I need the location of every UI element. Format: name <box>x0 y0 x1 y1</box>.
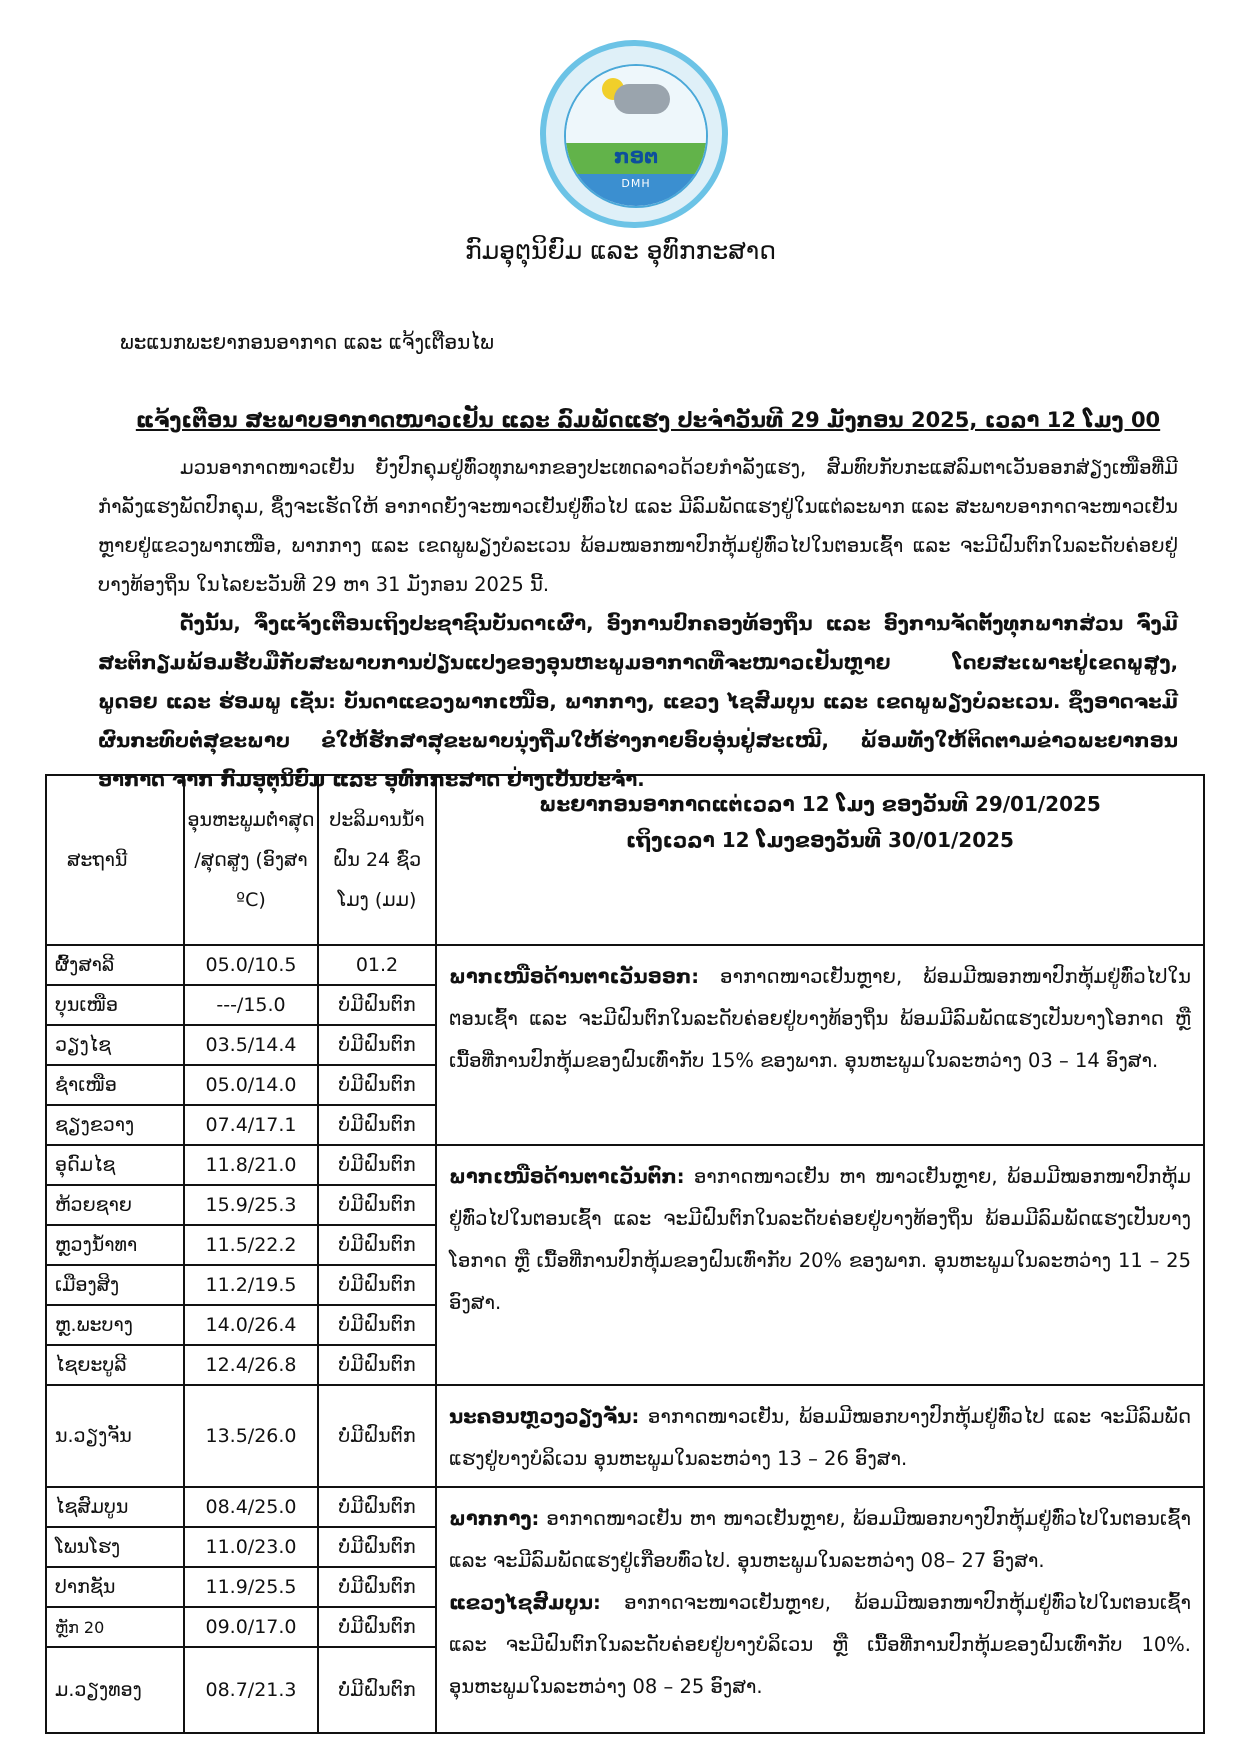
header-station: ສະຖານີ <box>46 775 184 945</box>
table-row <box>46 945 1204 985</box>
rainfall-value: ບໍ່ມີຝົນຕົກ <box>318 1607 436 1647</box>
rainfall-value: ບໍ່ມີຝົນຕົກ <box>318 1105 436 1145</box>
temperature-value: 09.0/17.0 <box>184 1607 318 1647</box>
temperature-value: 13.5/26.0 <box>184 1385 318 1487</box>
station-name: ເມືອງສິງ <box>46 1265 184 1305</box>
temperature-value: 11.5/22.2 <box>184 1225 318 1265</box>
temperature-value: 03.5/14.4 <box>184 1025 318 1065</box>
station-name: ມ.ວຽງທອງ <box>46 1647 184 1733</box>
region-forecast-text: ອາກາດຈະໜາວເຢັນຫຼາຍ, ພ້ອມມີໝອກໜາປົກຫຸ້ມຢູ່ທົ່ວໄປໃນຕອນເຊົ້າ ແລະ ຈະມີຝົນຕົກໃນລະດັບຄ່ອຍຢູ່ບາງບໍລິເວນ ຫຼື ເນື້ອທີ່ການປົກຫຸ້ມຂອງຝົນເທົ່າກັບ 10%. ອຸນຫະພູມໃນລະຫວ່າງ 08 – 25 ອົງສາ. <box>449 1591 1191 1698</box>
dmh-logo-icon <box>540 40 728 228</box>
station-name: ຊຽງຂວາງ <box>46 1105 184 1145</box>
header-forecast-line2: ເຖິງເວລາ 12 ໂມງຂອງວັນທີ 30/01/2025 <box>626 828 1014 852</box>
rainfall-value: ບໍ່ມີຝົນຕົກ <box>318 1345 436 1385</box>
division-name: ພະແນກພະຍາກອນອາກາດ ແລະ ແຈ້ງເຕືອນໄພ <box>120 330 494 354</box>
station-name: ຫຼວງນ້ຳທາ <box>46 1225 184 1265</box>
forecast-north-west <box>436 1145 1204 1385</box>
station-name: ໂພນໂຮງ <box>46 1527 184 1567</box>
central-block <box>449 1498 1191 1582</box>
document-title: ແຈ້ງເຕືອນ ສະພາບອາກາດໜາວເຢັນ ແລະ ລົມພັດແຮງ ປະຈຳວັນທີ 29 ມັງກອນ 2025, ເວລາ 12 ໂມງ 00 <box>135 408 1161 432</box>
header-forecast <box>436 775 1204 945</box>
region-title: ແຂວງໄຊສົມບູນ: <box>449 1591 601 1614</box>
station-name: ບຸນເໜືອ <box>46 985 184 1025</box>
station-name: ຫຼັກ 20 <box>46 1607 184 1647</box>
rainfall-value: ບໍ່ມີຝົນຕົກ <box>318 1527 436 1567</box>
station-name: ຜົ້ງສາລີ <box>46 945 184 985</box>
station-name: ປາກຊັນ <box>46 1567 184 1607</box>
rainfall-value: ບໍ່ມີຝົນຕົກ <box>318 1145 436 1185</box>
rainfall-value: ບໍ່ມີຝົນຕົກ <box>318 1025 436 1065</box>
logo-mark: ກອຕ <box>613 144 659 169</box>
region-forecast-text: ອາກາດໜາວເຢັນ, ພ້ອມມີໝອກບາງປົກຫຸ້ມຢູ່ທົ່ວໄປ ແລະ ຈະມີລົມພັດແຮງຢູ່ບາງບໍລິເວນ ອຸນຫະພູມໃນລະຫວ່າງ 13 – 26 ອົງສາ. <box>449 1405 1191 1470</box>
header-rainfall: ປະລິມານນ້ຳຝົນ 24 ຊົ່ວ ໂມງ (ມມ) <box>318 775 436 945</box>
temperature-value: 05.0/14.0 <box>184 1065 318 1105</box>
table-row <box>46 1385 1204 1487</box>
forecast-table <box>45 774 1205 1734</box>
temperature-value: 07.4/17.1 <box>184 1105 318 1145</box>
paragraph-advisory: ດັ່ງນັ້ນ, ຈຶ່ງແຈ້ງເຕືອນເຖິງປະຊາຊົນບັນດາເຜົ່າ, ອົງການປົກຄອງທ້ອງຖິ່ນ ແລະ ອົງການຈັດຕັ້ງທຸກພາກສ່ວນ ຈົ່ງມີສະຕິກຽມພ້ອມຮັບມືກັບສະພາບການປ່ຽນແປງຂອງອຸນຫະພູມອາກາດທີ່ຈະໜາວເຢັນຫຼາຍ ໂດຍສະເພາະຢູ່ເຂດພູສູງ, ພູດອຍ ແລະ ຮ່ອມພູ ເຊັ່ນ: ບັນດາແຂວງພາກເໜືອ, ພາກກາງ, ແຂວງ ໄຊສົມບູນ ແລະ ເຂດພູພຽງບໍລະເວນ. ຊຶ່ງອາດຈະມີຜົນກະທົບຕໍ່ສຸຂະພາບ ຂໍໃຫ້ຮັກສາສຸຂະພາບນຸ່ງຖື່ມໃຫ້ຮ່າງກາຍອົບອຸ່ນຢູ່ສະເໝີ, ພ້ອມທັງໃຫ້ຕິດຕາມຂ່າວພະຍາກອນອາກາດ ຈາກ ກົມອຸຕຸນິຍົມ ແລະ ອຸທົກກະສາດ ຢ່າງເປັນປະຈຳ. <box>98 612 1178 791</box>
rainfall-value: ບໍ່ມີຝົນຕົກ <box>318 1185 436 1225</box>
table-row <box>46 1145 1204 1185</box>
forecast-vientiane <box>436 1385 1204 1487</box>
region-title: ພາກກາງ: <box>449 1507 540 1530</box>
rainfall-value: 01.2 <box>318 945 436 985</box>
region-forecast-text: ອາກາດໜາວເຢັນ ຫາ ໜາວເຢັນຫຼາຍ, ພ້ອມມີໝອກໜາປົກຫຸ້ມຢູ່ທົ່ວໄປໃນຕອນເຊົ້າ ແລະ ຈະມີຝົນຕົກໃນລະດັບຄ່ອຍຢູ່ບາງທ້ອງຖິ່ນ ພ້ອມມີລົມພັດແຮງເປັນບາງໂອກາດ ຫຼື ເນື້ອທີ່ການປົກຫຸ້ມຂອງຝົນເທົ່າກັບ 20% ຂອງພາກ. ອຸນຫະພູມໃນລະຫວ່າງ 11 – 25 ອົງສາ. <box>449 1165 1191 1314</box>
rainfall-value: ບໍ່ມີຝົນຕົກ <box>318 1225 436 1265</box>
table-header-row <box>46 775 1204 945</box>
station-name: ໄຊສົມບູນ <box>46 1487 184 1527</box>
rainfall-value: ບໍ່ມີຝົນຕົກ <box>318 1385 436 1487</box>
rainfall-value: ບໍ່ມີຝົນຕົກ <box>318 985 436 1025</box>
forecast-north-east <box>436 945 1204 1145</box>
temperature-value: 14.0/26.4 <box>184 1305 318 1345</box>
logo-inner <box>564 64 708 208</box>
temperature-value: 12.4/26.8 <box>184 1345 318 1385</box>
region-forecast-text: ອາກາດໜາວເຢັນຫຼາຍ, ພ້ອມມີໝອກໜາປົກຫຸ້ມຢູ່ທົ່ວໄປໃນຕອນເຊົ້າ ແລະ ຈະມີຝົນຕົກໃນລະດັບຄ່ອຍຢູ່ບາງທ້ອງຖິ່ນ ພ້ອມມີລົມພັດແຮງເປັນບາງໂອກາດ ຫຼື ເນື້ອທີ່ການປົກຫຸ້ມຂອງຝົນເທົ່າກັບ 15% ຂອງພາກ. ອຸນຫະພູມໃນລະຫວ່າງ 03 – 14 ອົງສາ. <box>449 965 1192 1072</box>
station-name: ວຽງໄຊ <box>46 1025 184 1065</box>
station-name: ນ.ວຽງຈັນ <box>46 1385 184 1487</box>
logo-abbr: DMH <box>621 176 651 190</box>
station-name: ຫຼ.ພະບາງ <box>46 1305 184 1345</box>
station-name: ໄຊຍະບູລີ <box>46 1345 184 1385</box>
rainfall-value: ບໍ່ມີຝົນຕົກ <box>318 1567 436 1607</box>
station-name: ອຸດົມໄຊ <box>46 1145 184 1185</box>
department-name: ກົມອຸຕຸນິຍົມ ແລະ ອຸທົກກະສາດ <box>464 236 777 265</box>
xaisomboun-block <box>449 1582 1191 1708</box>
temperature-value: 08.7/21.3 <box>184 1647 318 1733</box>
temperature-value: 08.4/25.0 <box>184 1487 318 1527</box>
region-title: ພາກເໜືອດ້ານຕາເວັນອອກ: <box>449 965 700 988</box>
header-forecast-line1: ພະຍາກອນອາກາດແຕ່ເວລາ 12 ໂມງ ຂອງວັນທີ 29/01/2025 <box>539 792 1101 816</box>
region-forecast-text: ອາກາດໜາວເຢັນ ຫາ ໜາວເຢັນຫຼາຍ, ພ້ອມມີໝອກບາງປົກຫຸ້ມຢູ່ທົ່ວໄປໃນຕອນເຊົ້າ ແລະ ຈະມີລົມພັດແຮງຢູ່ເກືອບທົ່ວໄປ. ອຸນຫະພູມໃນລະຫວ່າງ 08– 27 ອົງສາ. <box>449 1507 1191 1572</box>
temperature-value: 11.8/21.0 <box>184 1145 318 1185</box>
station-name: ຫ້ວຍຊາຍ <box>46 1185 184 1225</box>
rainfall-value: ບໍ່ມີຝົນຕົກ <box>318 1265 436 1305</box>
temperature-value: 11.9/25.5 <box>184 1567 318 1607</box>
paragraph-situation: ມວນອາກາດໜາວເຢັນ ຍັງປົກຄຸມຢູ່ທົ່ວທຸກພາກຂອງປະເທດລາວດ້ວຍກຳລັງແຮງ, ສົມທົບກັບກະແສລົມຕາເວັນອອກສ່ຽງເໜືອທີ່ມີກຳລັງແຮງພັດປົກຄຸມ, ຊຶ່ງຈະເຮັດໃຫ້ ອາກາດຍັງຈະໜາວເຢັນຢູ່ທົ່ວໄປ ແລະ ມີລົມພັດແຮງຢູ່ໃນແຕ່ລະພາກ ແລະ ສະພາບອາກາດຈະໜາວເຢັນຫຼາຍຢູ່ແຂວງພາກເໜືອ, ພາກກາງ ແລະ ເຂດພູພຽງບໍລະເວນ ພ້ອມໝອກໜາປົກຫຸ້ມຢູ່ທົ່ວໄປໃນຕອນເຊົ້າ ແລະ ຈະມີຝົນຕົກໃນລະດັບຄ່ອຍຢູ່ບາງທ້ອງຖິ່ນ ໃນໄລຍະວັນທີ 29 ຫາ 31 ມັງກອນ 2025 ນີ້. <box>98 456 1178 596</box>
rainfall-value: ບໍ່ມີຝົນຕົກ <box>318 1647 436 1733</box>
temperature-value: 05.0/10.5 <box>184 945 318 985</box>
temperature-value: 15.9/25.3 <box>184 1185 318 1225</box>
temperature-value: 11.2/19.5 <box>184 1265 318 1305</box>
header-temperature: ອຸນຫະພູມຕ່ຳສຸດ /ສຸດສູງ (ອົງສາ ºC) <box>184 775 318 945</box>
region-title: ພາກເໜືອດ້ານຕາເວັນຕົກ: <box>449 1165 685 1188</box>
region-title: ນະຄອນຫຼວງວຽງຈັນ: <box>449 1405 640 1428</box>
temperature-value: 11.0/23.0 <box>184 1527 318 1567</box>
table-row <box>46 1487 1204 1527</box>
forecast-central <box>436 1487 1204 1733</box>
rainfall-value: ບໍ່ມີຝົນຕົກ <box>318 1305 436 1345</box>
temperature-value: ---/15.0 <box>184 985 318 1025</box>
cloud-icon <box>614 84 670 114</box>
station-name: ຊຳເໜືອ <box>46 1065 184 1105</box>
rainfall-value: ບໍ່ມີຝົນຕົກ <box>318 1487 436 1527</box>
rainfall-value: ບໍ່ມີຝົນຕົກ <box>318 1065 436 1105</box>
